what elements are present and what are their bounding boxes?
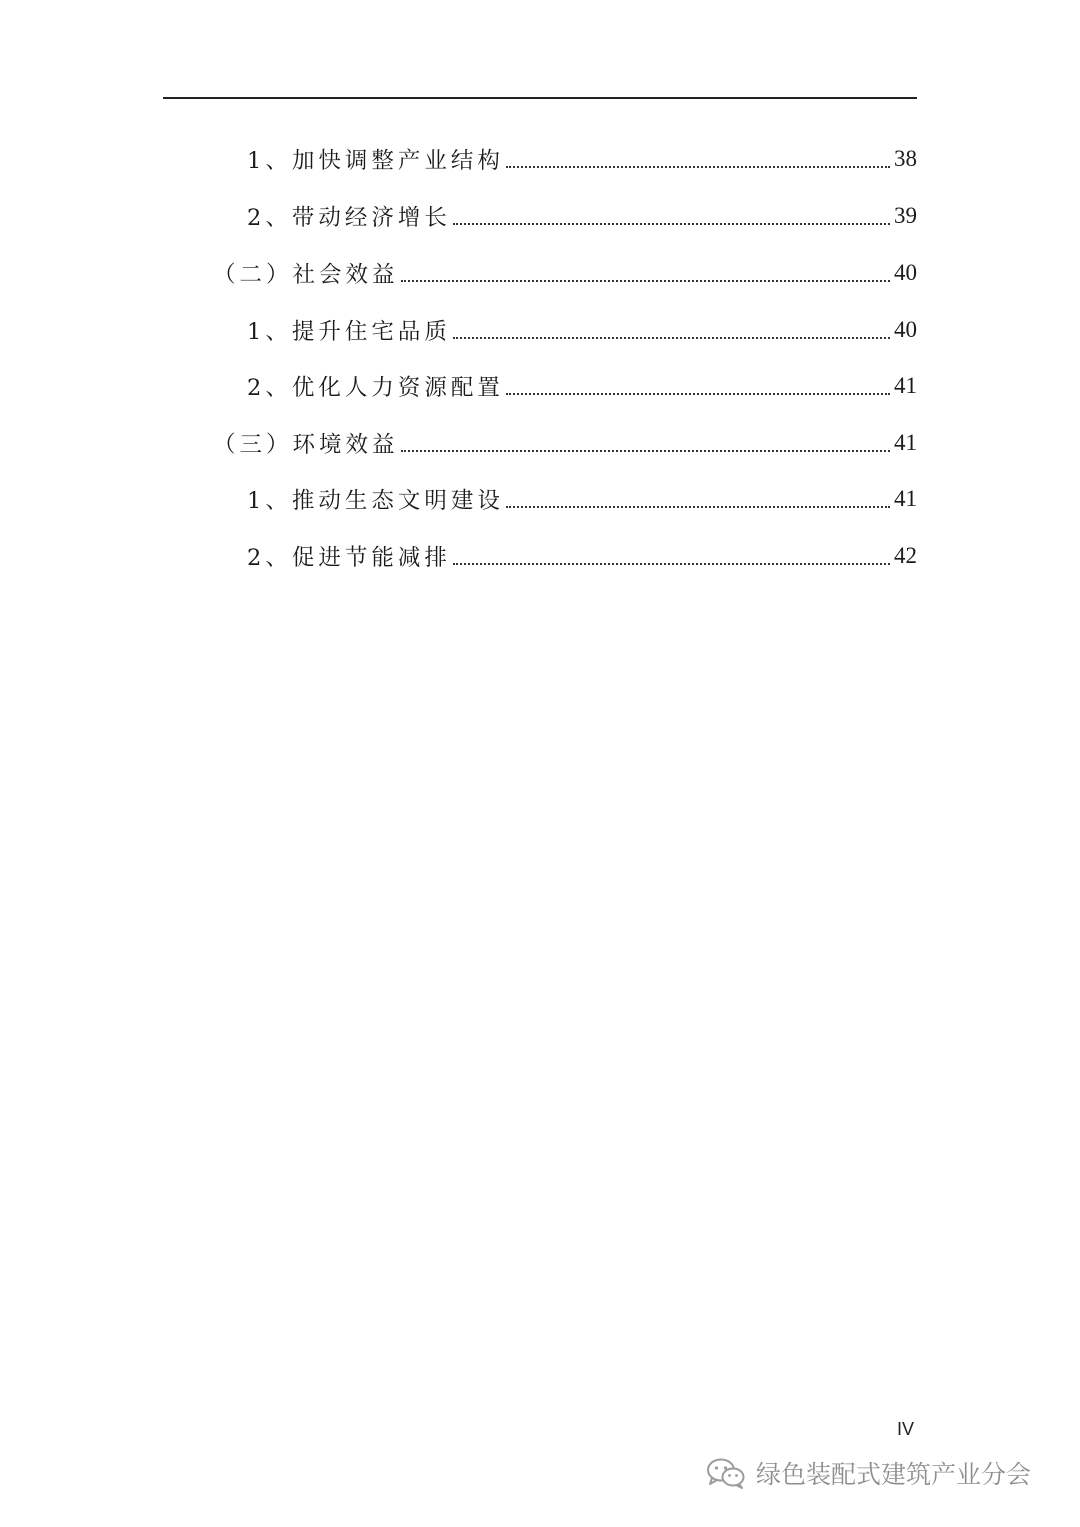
watermark-text: 绿色装配式建筑产业分会 <box>756 1460 1032 1489</box>
page-number: IV <box>897 1419 915 1439</box>
toc-entry-label: 1、提升住宅品质 <box>247 319 451 345</box>
header-rule <box>163 97 917 99</box>
wechat-icon <box>706 1457 746 1489</box>
toc-entry-label: 1、推动生态文明建设 <box>247 488 504 514</box>
toc-entry[interactable] <box>213 419 917 467</box>
toc-entry-page: 41 <box>894 373 917 398</box>
toc-entry[interactable] <box>247 135 917 183</box>
toc-entry-page: 42 <box>894 543 917 568</box>
toc-dot-leader <box>506 166 890 168</box>
toc-dot-leader <box>401 280 890 282</box>
toc-entry[interactable] <box>247 306 917 354</box>
toc-dot-leader <box>401 450 890 452</box>
toc-entry-page: 41 <box>894 430 917 455</box>
toc-entry-page: 40 <box>894 317 917 342</box>
toc-entry[interactable] <box>213 249 917 297</box>
toc-entry-page: 38 <box>894 146 917 171</box>
toc-entry-label: （三）环境效益 <box>213 432 399 458</box>
toc-entry-label: 2、带动经济增长 <box>247 205 451 231</box>
toc-entry-label: 2、优化人力资源配置 <box>247 375 504 401</box>
toc-entry-page: 39 <box>894 203 917 228</box>
toc-entry[interactable] <box>247 362 917 410</box>
toc-dot-leader <box>506 393 890 395</box>
toc-entry-label: 1、加快调整产业结构 <box>247 148 504 174</box>
toc-entry-page: 41 <box>894 486 917 511</box>
toc-entry-page: 40 <box>894 260 917 285</box>
toc-dot-leader <box>453 563 890 565</box>
toc-entry-label: 2、促进节能减排 <box>247 545 451 571</box>
toc-entry[interactable] <box>247 475 917 523</box>
toc-entry[interactable] <box>247 532 917 580</box>
watermark <box>706 1455 1031 1491</box>
toc-dot-leader <box>506 506 890 508</box>
toc-dot-leader <box>453 223 890 225</box>
toc-entry-label: （二）社会效益 <box>213 262 399 288</box>
toc-dot-leader <box>453 337 890 339</box>
toc-entry[interactable] <box>247 192 917 240</box>
